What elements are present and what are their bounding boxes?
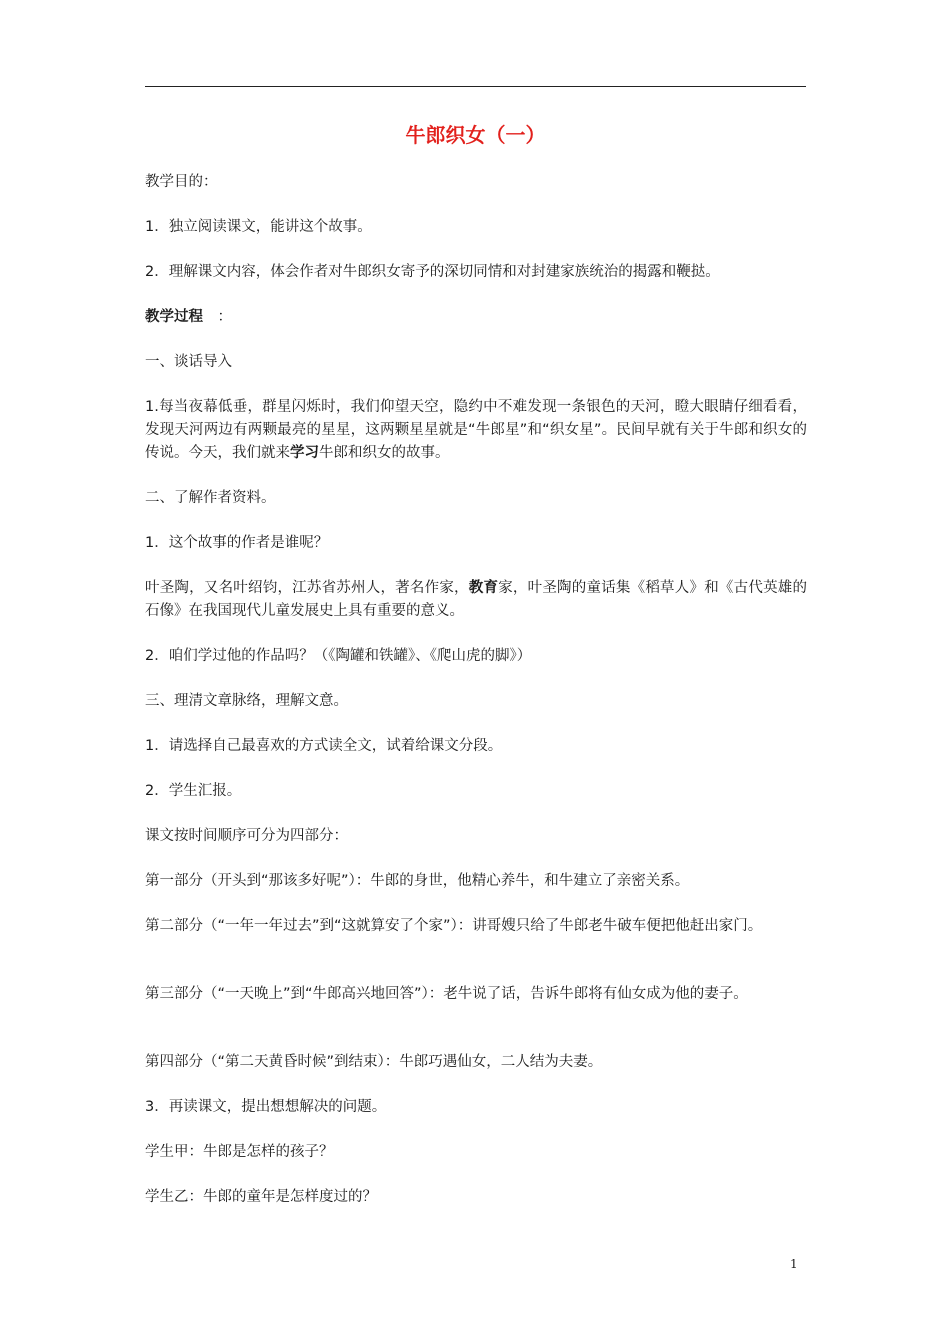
author-paragraph <box>145 577 807 623</box>
objectives-heading: 教学目的： <box>145 174 218 190</box>
page-number: 1 <box>790 1257 798 1271</box>
question-item: 1．这个故事的作者是谁呢？ <box>145 535 329 551</box>
objective-item: 2．理解课文内容，体会作者对牛郎织女寄予的深切同情和对封建家族统治的揭露和鞭挞。 <box>145 264 720 280</box>
student-question: 学生乙：牛郎的童年是怎样度过的？ <box>145 1189 377 1205</box>
section-heading: 一、谈话导入 <box>145 354 232 370</box>
page-title: 牛郎织女（一） <box>405 123 546 147</box>
student-question: 学生甲：牛郎是怎样的孩子？ <box>145 1144 334 1160</box>
process-heading-line <box>145 306 807 329</box>
author-text-end: 家，叶圣陶的童话集《稻草人》和《古代英雄的石像》在我国现代儿童发展史上具有重要的意义。 <box>145 580 808 619</box>
step-item: 2．学生汇报。 <box>145 783 242 799</box>
process-heading: 教学过程 <box>145 309 203 325</box>
process-heading-colon: ： <box>203 309 232 325</box>
part-item: 第一部分（开头到“那该多好呢”）：牛郎的身世，他精心养牛，和牛建立了亲密关系。 <box>145 873 690 889</box>
part-item: 第三部分（“一天晚上”到“牛郎高兴地回答”）：老牛说了话，告诉牛郎将有仙女成为他的妻子。 <box>145 986 748 1002</box>
part-item: 第四部分（“第二天黄昏时候”到结束）：牛郎巧遇仙女，二人结为夫妻。 <box>145 1054 603 1070</box>
question-item: 2．咱们学过他的作品吗？（《陶罐和铁罐》、《爬山虎的脚》） <box>145 648 532 664</box>
step-item: 3．再读课文，提出想想解决的问题。 <box>145 1099 387 1115</box>
intro-paragraph <box>145 396 807 465</box>
intro-text-end: 牛郎和织女的故事。 <box>319 445 450 461</box>
intro-text: 1.每当夜幕低垂，群星闪烁时，我们仰望天空，隐约中不难发现一条银色的天河，瞪大眼睛仔细看看，发现天河两边有两颗最亮的星星，这两颗星星就是“牛郎星”和“织女星”。民间早就有关于牛郎和织女的传说。今天，我们就来 <box>145 399 807 461</box>
author-text: 叶圣陶，又名叶绍钧，江苏省苏州人，著名作家， <box>145 580 469 596</box>
objective-item: 1．独立阅读课文，能讲这个故事。 <box>145 219 372 235</box>
intro-bold-text: 学习 <box>290 445 319 461</box>
header-rule <box>145 86 806 87</box>
author-bold-text: 教育 <box>468 580 499 596</box>
step-item: 1．请选择自己最喜欢的方式读全文，试着给课文分段。 <box>145 738 503 754</box>
parts-intro: 课文按时间顺序可分为四部分： <box>145 828 348 844</box>
section-heading: 三、理清文章脉络，理解文意。 <box>145 693 348 709</box>
section-heading: 二、了解作者资料。 <box>145 490 276 506</box>
part-item: 第二部分（“一年一年过去”到“这就算安了个家”）：讲哥嫂只给了牛郎老牛破车便把他赶出家门。 <box>145 918 763 934</box>
